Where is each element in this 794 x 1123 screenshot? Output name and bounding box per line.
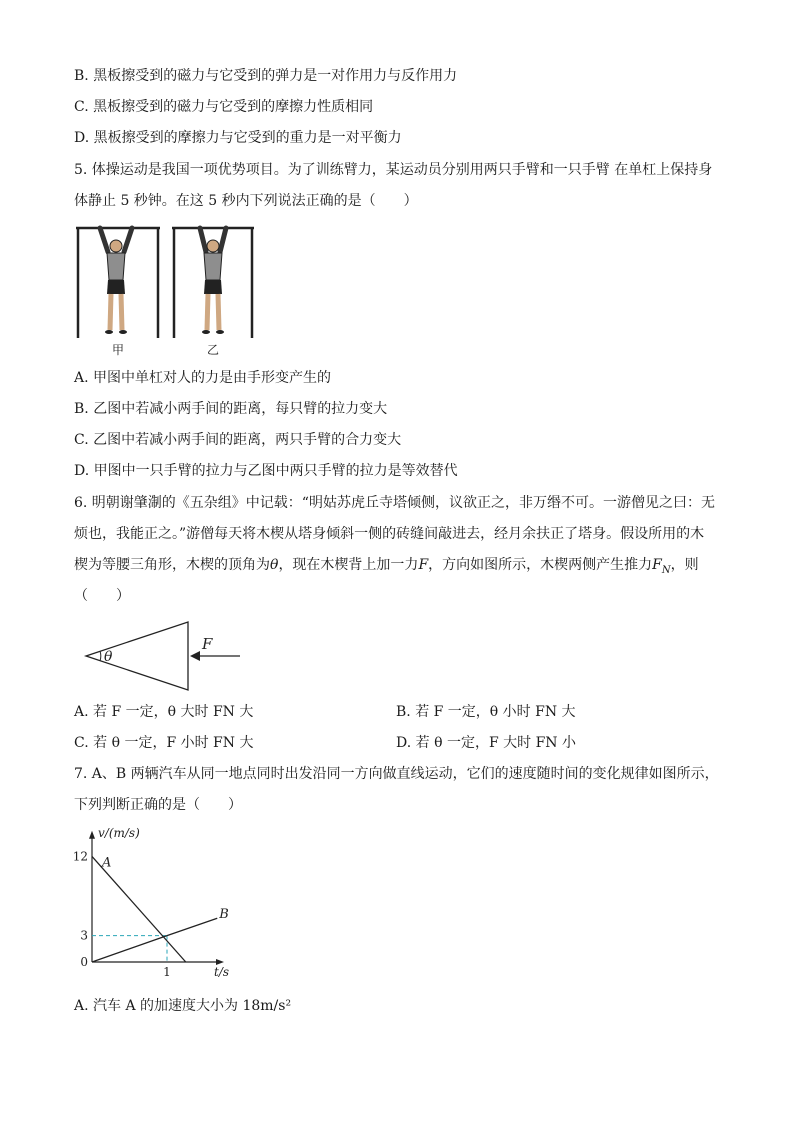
q6-option-a: A. 若 F 一定，θ 大时 FN 大 <box>74 704 254 720</box>
y-tick-label-3: 3 <box>80 928 88 943</box>
q6-force-fn: F <box>652 557 662 573</box>
q4-option-c: C. 黑板擦受到的磁力与它受到的摩擦力性质相同 <box>74 99 374 115</box>
force-arrowhead <box>190 651 200 661</box>
q4-option-d: D. 黑板擦受到的摩擦力与它受到的重力是一对平衡力 <box>74 130 402 146</box>
q7-option-a: A. 汽车 A 的加速度大小为 18m/s² <box>74 998 292 1014</box>
series-line-B-ext <box>167 918 217 935</box>
theta-arc <box>100 651 101 661</box>
wedge-f-label: F <box>202 635 213 653</box>
q6-force-f: F <box>418 557 429 573</box>
q6-option-b: B. 若 F 一定，θ 小时 FN 大 <box>396 704 576 720</box>
gymnast-jia <box>76 228 160 338</box>
q6-theta: θ <box>270 557 279 573</box>
series-label-B: B <box>219 906 229 922</box>
y-axis-arrow <box>89 831 95 839</box>
q5-option-a: A. 甲图中单杠对人的力是由手形变产生的 <box>74 370 332 386</box>
fig-label-jia: 甲 <box>112 343 125 357</box>
x-axis-label: t/s <box>214 965 230 979</box>
q6-stem3-mid: ，现在木楔背上加一力 <box>278 557 419 573</box>
q6-option-d: D. 若 θ 一定，F 大时 FN 小 <box>396 735 576 751</box>
q6-stem-line3 <box>74 555 699 581</box>
series-label-A: A <box>102 855 112 871</box>
gymnast-yi <box>172 228 254 338</box>
q5-option-c: C. 乙图中若减小两手间的距离，两只手臂的合力变大 <box>74 432 402 448</box>
q5-stem-line1: 5. 体操运动是我国一项优势项目。为了训练臂力，某运动员分别用两只手臂和一只手臂 在单杠上保持身 <box>74 162 713 178</box>
x-tick-label-1: 1 <box>163 965 171 979</box>
y-tick-label-0: 0 <box>80 955 88 969</box>
q6-stem3-mid2: ，方向如图所示，木楔两侧产生推力 <box>428 557 653 573</box>
wedge-theta-label: θ <box>104 649 113 665</box>
wedge-figure <box>80 616 270 696</box>
q7-stem-line2: 下列判断正确的是（ ） <box>74 797 242 813</box>
series-line-B <box>92 936 167 962</box>
q5-stem-line2: 体静止 5 秒钟。在这 5 秒内下列说法正确的是（ ） <box>74 193 418 209</box>
velocity-time-chart <box>70 824 270 984</box>
y-tick-label-12: 12 <box>72 849 88 864</box>
q5-option-b: B. 乙图中若减小两手间的距离，每只臂的拉力变大 <box>74 401 388 417</box>
y-axis-label: v/(m/s) <box>98 825 140 840</box>
q6-option-c: C. 若 θ 一定，F 小时 FN 大 <box>74 735 254 751</box>
q6-stem-line1: 6. 明朝谢肇淛的《五杂组》中记载：“明姑苏虎丘寺塔倾侧，议欲正之，非万缗不可。一游僧见之曰：无 <box>74 495 715 511</box>
q6-stem-line4: （ ） <box>74 588 130 604</box>
q6-stem-line2: 烦也，我能正之。”游僧每天将木楔从塔身倾斜一侧的砖缝间敲进去，经月余扶正了塔身。假设所用的木 <box>74 526 705 542</box>
q6-stem3-pre: 楔为等腰三角形，木楔的顶角为 <box>74 557 270 573</box>
q5-option-d: D. 甲图中一只手臂的拉力与乙图中两只手臂的拉力是等效替代 <box>74 463 458 479</box>
q6-stem3-post: ，则 <box>670 557 699 573</box>
q4-option-b: B. 黑板擦受到的磁力与它受到的弹力是一对作用力与反作用力 <box>74 68 458 84</box>
fig-label-yi: 乙 <box>207 343 220 357</box>
q7-stem-line1: 7. A、B 两辆汽车从同一地点同时出发沿同一方向做直线运动，它们的速度随时间的变化规律如图所示， <box>74 766 719 782</box>
gymnast-figure <box>74 222 274 362</box>
q6-force-fn-sub: N <box>661 564 671 576</box>
